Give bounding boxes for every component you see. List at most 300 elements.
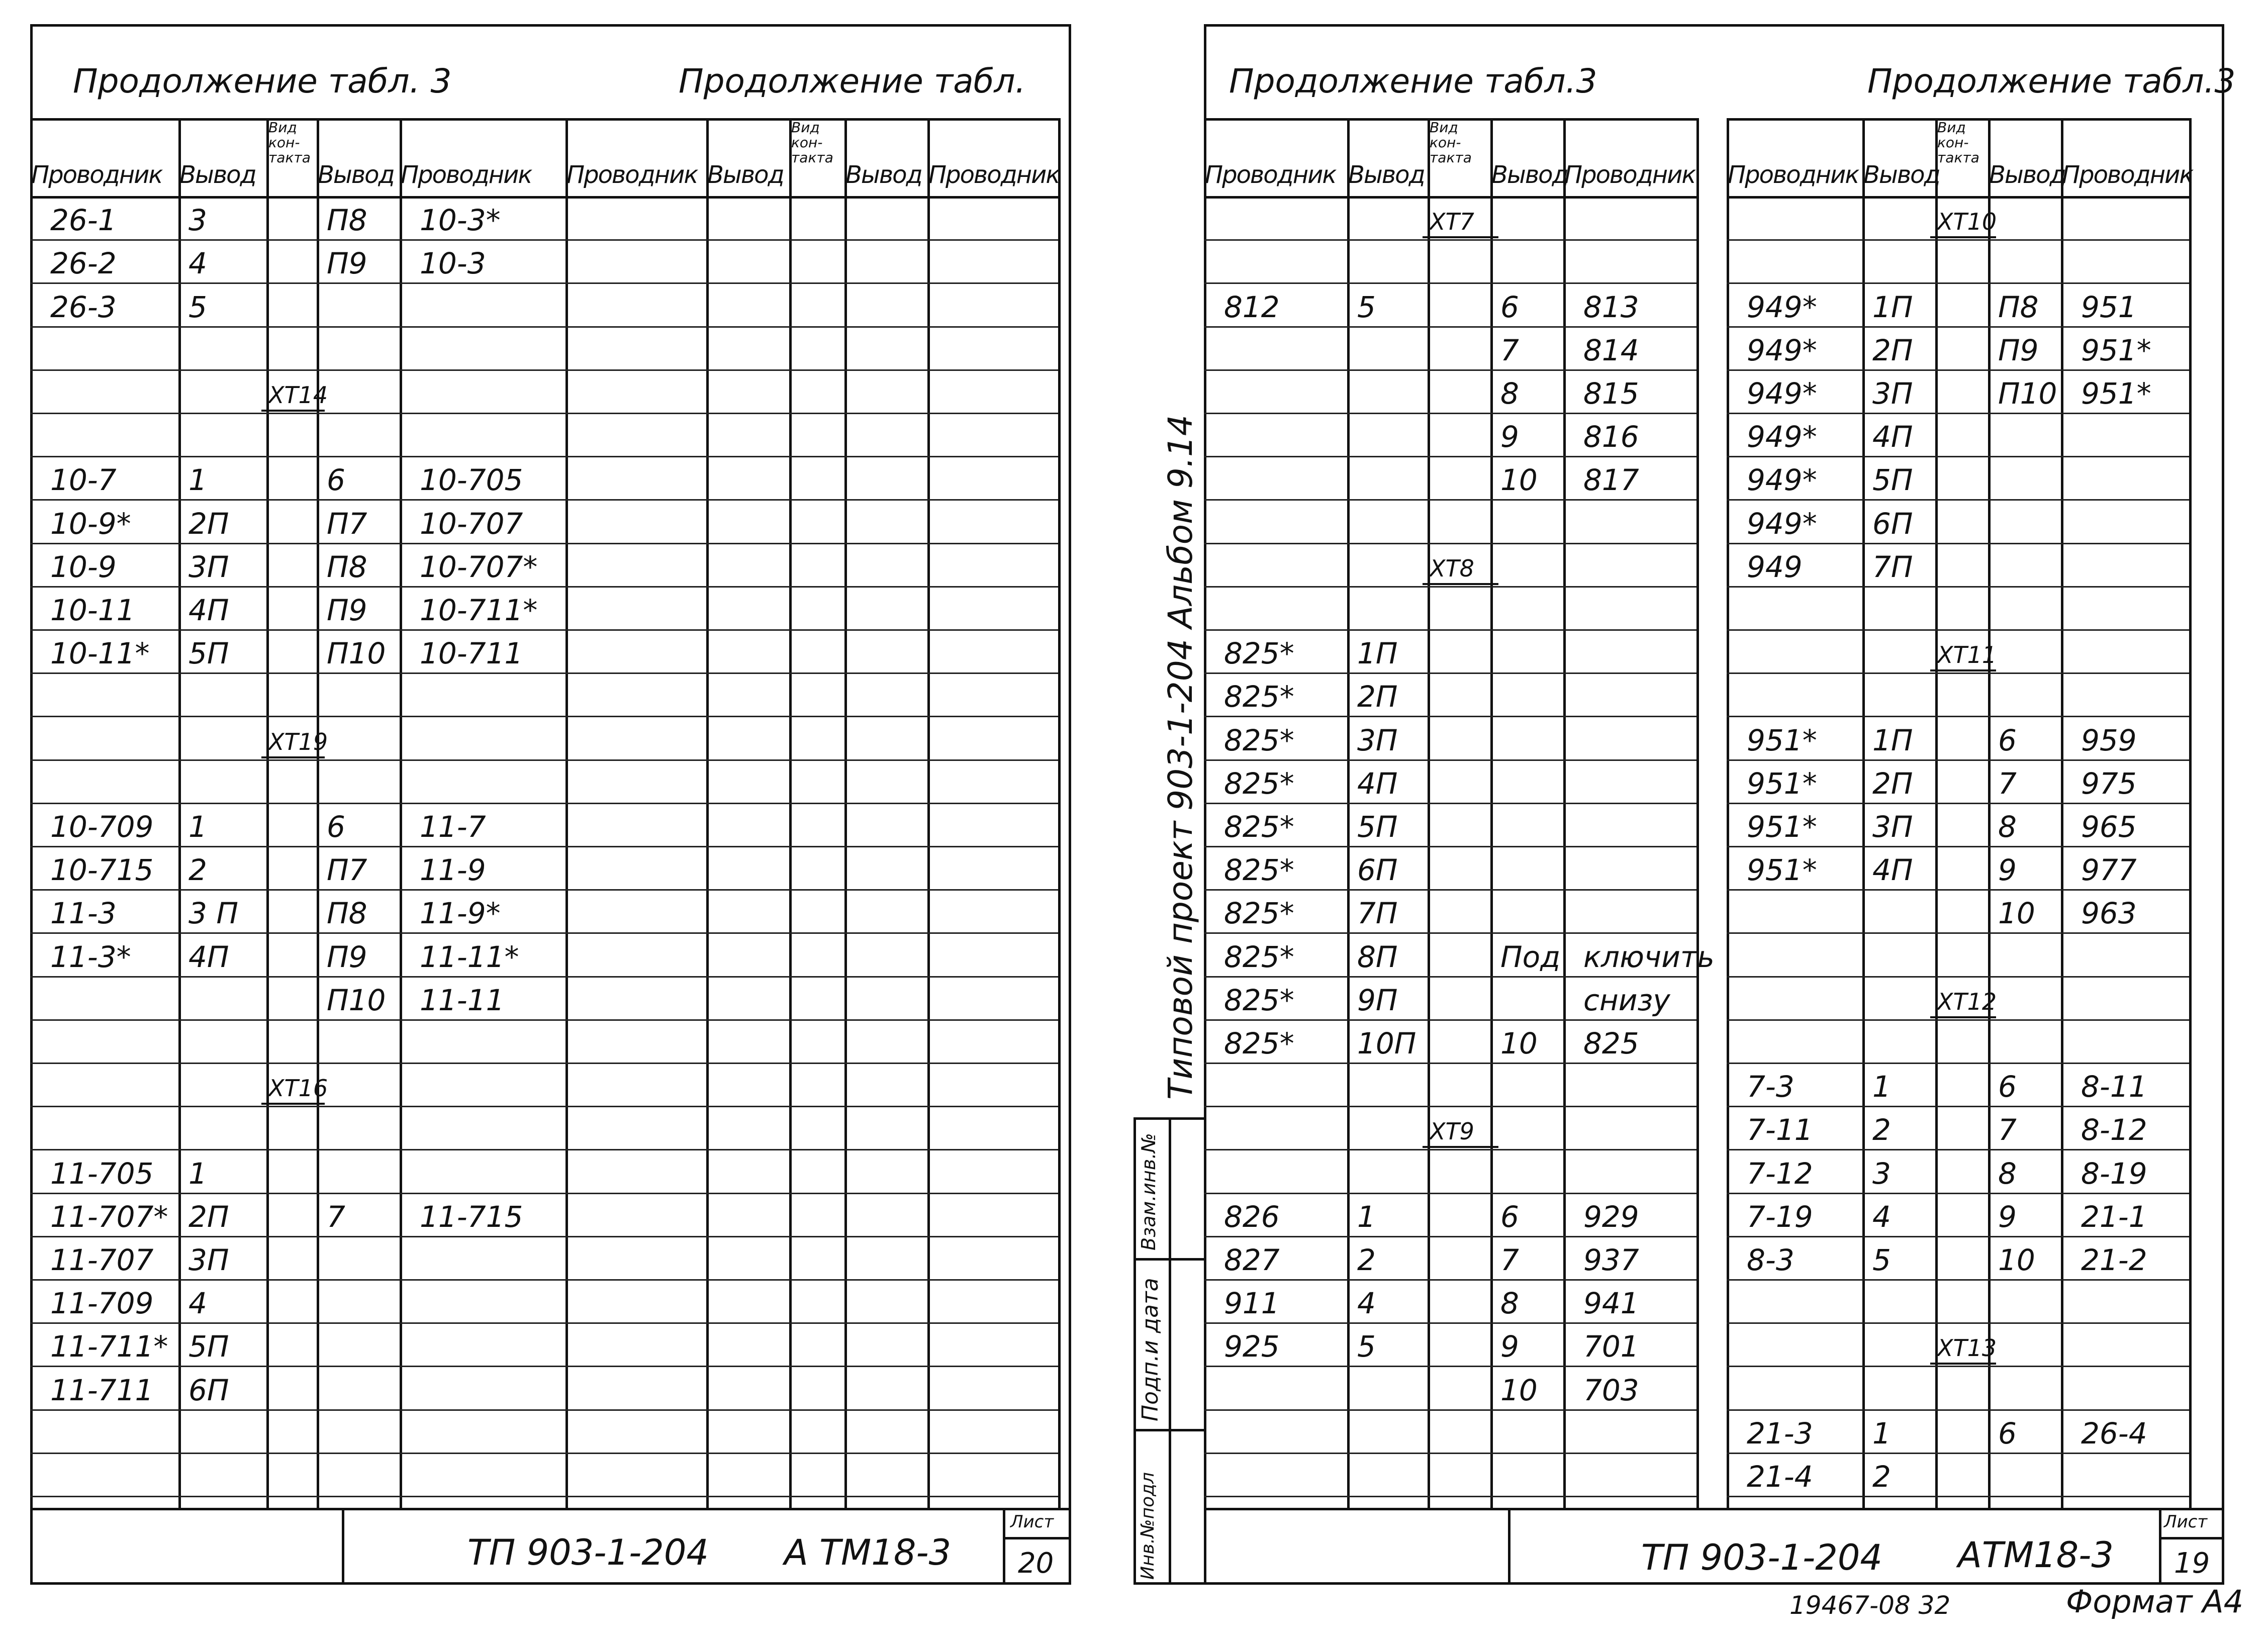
table-row-line [565,1019,1058,1021]
table-row-line [1727,716,2189,717]
table-row-line [1204,586,1696,588]
table-row-cell: 10-711 [420,636,523,671]
header-conductor: Проводник [1728,161,1859,189]
table-row-cell: 9 [1998,853,2017,888]
table-row-line [30,1453,565,1454]
terminal-block-label: ХТ11 [1937,641,1997,669]
table-row-cell: 6 [327,463,345,498]
table-row-line [30,1279,565,1281]
table-row-cell: 6 [327,810,345,844]
table-row-cell: 8 [1500,1286,1519,1321]
table-row-cell: 10-711* [420,593,538,627]
table-row-line [1204,499,1696,501]
table-row-line [30,413,565,414]
table-row-cell: П10 [1998,376,2057,411]
header-terminal: Вывод [1491,161,1568,189]
table-row-line [30,239,565,241]
header-terminal: Вывод [845,161,922,189]
table-row-cell: 815 [1583,376,1639,411]
table-row-cell: 3П [1872,810,1913,844]
table-row-line [30,1149,565,1150]
table-row-line [1204,1279,1696,1281]
table-row-line [1727,1453,2189,1454]
table-row-cell: 6 [1998,1070,2017,1104]
table-row-cell: 11-715 [420,1199,523,1234]
table-row-line [1204,1193,1696,1194]
stamp-divider [1003,1508,1005,1583]
table-row-line [565,1106,1058,1107]
stamp-sheet-line [1003,1537,1071,1539]
table-column-line [2189,118,2192,1508]
table-row-cell: 825* [1224,810,1294,844]
table-row-line [1204,1236,1696,1237]
table-row-line [30,1193,565,1194]
table-row-cell: 4 [188,1286,207,1321]
table-row-cell: 925 [1224,1329,1280,1364]
table-row-cell: 10 [1500,1026,1538,1061]
side-label-signature-date: Подп.и дата [1138,1278,1163,1421]
table-row-line [1727,369,2189,371]
table-row-cell: 5П [188,636,229,671]
table-row-cell: 826 [1224,1199,1280,1234]
table-row-cell: 937 [1583,1243,1639,1277]
table-row-line [565,1453,1058,1454]
table-row-line [565,716,1058,717]
table-row-line [1727,759,2189,761]
table-row-line [1727,1496,2189,1497]
table-row-cell: 7 [327,1199,345,1234]
terminal-block-underline [1423,583,1498,585]
table-row-cell: 3П [1357,723,1398,757]
table-row-line [30,499,565,501]
table-row-line [1204,672,1696,674]
table-row-cell: 1 [1872,1070,1891,1104]
table-row-cell: 949* [1747,290,1817,324]
table-row-cell: 10-7 [50,463,117,498]
table-row-cell: 7-3 [1747,1070,1794,1104]
stamp-top-line [1204,1508,2224,1510]
table-row-cell: 701 [1583,1329,1639,1364]
table-row-line [30,932,565,934]
table-row-cell: 6 [1500,290,1519,324]
table-row-line [1727,889,2189,891]
table-row-cell: 10 [1998,896,2035,931]
table-row-cell: 5П [1357,810,1398,844]
side-strip-inner-line [1169,1117,1171,1585]
terminal-block-underline [261,410,325,412]
table-row-line [1204,1063,1696,1064]
table-row-line [1727,803,2189,804]
terminal-block-underline [261,756,325,758]
table-row-line [1727,1322,2189,1324]
header-conductor: Проводник [1205,161,1336,189]
header-conductor: Проводник [2062,161,2193,189]
table-row-cell: 6П [188,1373,229,1407]
table-row-line [565,1322,1058,1324]
table-row-cell: 8 [1500,376,1519,411]
table-row-cell: 3 П [188,896,238,931]
side-strip-line [1133,1117,1204,1120]
table-row-cell: 2П [1357,680,1398,714]
table-row-line [565,413,1058,414]
table-row-cell: 11-705 [50,1156,154,1191]
table-row-line [1727,1193,2189,1194]
table-row-cell: 825 [1583,1026,1639,1061]
terminal-block-underline [1930,669,1996,671]
table-row-cell: 2 [1872,1113,1891,1147]
table-row-cell: 1П [1357,636,1398,671]
terminal-block-label: ХТ7 [1430,208,1474,236]
table-row-cell: 951* [1747,723,1817,757]
table-row-line [1204,976,1696,978]
table-row-line [30,326,565,328]
table-row-cell: 11-9 [420,853,486,888]
table-row-line [1204,716,1696,717]
table-row-line [565,369,1058,371]
header-conductor: Проводник [401,161,532,189]
terminal-block-underline [1930,1016,1996,1018]
table-row-line [1727,1063,2189,1064]
table-row-cell: 1 [188,463,207,498]
table-row-cell: 4П [188,593,229,627]
table-row-cell: 4П [188,939,229,974]
table-row-line [565,282,1058,284]
table-row-cell: 5 [188,290,207,324]
table-row-line [1204,456,1696,457]
header-conductor: Проводник [31,161,162,189]
table-row-cell: 817 [1583,463,1639,498]
table-row-cell: 825* [1224,983,1294,1017]
terminal-block-underline [1423,236,1498,238]
table-row-cell: 3П [188,549,229,584]
table-row-cell: 10-3 [420,246,486,281]
table-row-cell: 825* [1224,636,1294,671]
stamp-doc: А ТМ18-3 [784,1532,952,1573]
table-row-cell: 7 [1998,1113,2017,1147]
table-row-cell: 8П [1357,939,1398,974]
table-row-cell: 6П [1357,853,1398,888]
table-row-cell: 8-12 [2081,1113,2147,1147]
table-row-cell: 10-9* [50,506,131,541]
header-contact-type: Вид кон- такта [1430,119,1472,166]
table-row-line [1204,1453,1696,1454]
terminal-block-label: ХТ8 [1430,554,1474,582]
table-header-border [565,196,1058,199]
table-row-cell: 8 [1998,810,2017,844]
table-row-cell: 8-11 [2081,1070,2147,1104]
table-row-cell: 825* [1224,853,1294,888]
table-row-line [565,1366,1058,1367]
table-row-cell: 3П [188,1243,229,1277]
header-conductor: Проводник [566,161,698,189]
table-header-border [30,196,565,199]
stamp-divider [2159,1508,2161,1583]
sheet-number: 19 [2174,1547,2210,1580]
table-row-line [565,1236,1058,1237]
table-row-cell: 11-3* [50,939,131,974]
table-row-cell: 4 [1357,1286,1376,1321]
table-row-line [1204,1149,1696,1150]
table-row-cell: Под [1500,939,1561,974]
table-row-line [565,326,1058,328]
table-row-line [30,1063,565,1064]
table-row-cell: П10 [327,636,386,671]
table-row-cell: П8 [327,549,367,584]
stamp-code: ТП 903-1-204 [467,1532,709,1573]
table-row-cell: 21-2 [2081,1243,2147,1277]
header-contact-type: Вид кон- такта [1937,119,1979,166]
table-row-cell: 949* [1747,420,1817,454]
table-column-line [1058,118,1061,1508]
table-row-cell: 951* [2081,376,2151,411]
table-row-line [565,1409,1058,1411]
table-row-cell: 7П [1357,896,1398,931]
table-row-cell: П8 [327,203,367,238]
table-row-line [565,1496,1058,1497]
terminal-block-label: ХТ19 [268,728,328,755]
side-strip-outer-line [1133,1117,1136,1585]
table-row-cell: 5П [188,1329,229,1364]
stamp-divider [1508,1508,1510,1583]
table-row-cell: 825* [1224,896,1294,931]
table-row-cell: 951* [1747,810,1817,844]
table-row-cell: П10 [327,983,386,1017]
header-terminal: Вывод [318,161,394,189]
table-row-cell: ключить [1583,939,1715,974]
table-column-line [1696,118,1699,1508]
table-row-cell: 949 [1747,549,1803,584]
table-row-cell: 4П [1357,766,1398,801]
table-row-line [565,846,1058,847]
table-row-line [1204,369,1696,371]
sheet-number: 20 [1018,1547,1054,1580]
table-row-line [1204,1322,1696,1324]
table-row-cell: 812 [1224,290,1280,324]
table-row-cell: 6 [1998,723,2017,757]
table-row-line [30,1409,565,1411]
table-row-cell: 10-9 [50,549,117,584]
table-row-line [30,282,565,284]
table-row-cell: 8-3 [1747,1243,1794,1277]
table-row-line [30,846,565,847]
table-row-cell: 825* [1224,766,1294,801]
table-row-cell: 3 [1872,1156,1891,1191]
table-row-cell: 9П [1357,983,1398,1017]
header-terminal: Вывод [1348,161,1425,189]
table-row-cell: 10 [1500,1373,1538,1407]
table-row-cell: 963 [2081,896,2137,931]
stamp-bottom-line [1133,1582,2224,1585]
table-header-border [1727,196,2189,199]
table-row-line [30,976,565,978]
table-row-cell: 2 [1872,1460,1891,1494]
table-row-cell: 10 [1500,463,1538,498]
header-terminal: Вывод [1863,161,1940,189]
footer-number: 19467-08 32 [1789,1591,1951,1620]
table-row-cell: П8 [327,896,367,931]
table-row-cell: 11-7 [420,810,486,844]
table-row-line [1727,282,2189,284]
table-row-line [1727,239,2189,241]
terminal-block-label: ХТ16 [268,1075,328,1102]
table-row-cell: 11-707 [50,1243,154,1277]
table-row-line [1727,932,2189,934]
table-row-cell: П7 [327,853,367,888]
table-row-line [565,672,1058,674]
table-row-line [30,759,565,761]
table-row-cell: 2П [188,1199,229,1234]
table-row-cell: 10 [1998,1243,2035,1277]
table-row-line [30,543,565,544]
table-row-line [30,672,565,674]
table-row-cell: 951* [2081,333,2151,367]
table-row-cell: 825* [1224,939,1294,974]
table-row-cell: П8 [1998,290,2039,324]
table-row-cell: снизу [1583,983,1670,1017]
table-row-cell: 825* [1224,680,1294,714]
table-row-cell: 9 [1998,1199,2017,1234]
terminal-block-underline [1930,1363,1996,1365]
table-row-line [1204,1106,1696,1107]
table-row-cell: 10-11 [50,593,135,627]
table-row-line [1727,543,2189,544]
table-row-line [565,932,1058,934]
side-album-label: Типовой проект 903-1-204 Альбом 9.14 [1161,415,1200,1100]
sheet-label: Лист [1010,1512,1054,1532]
table-row-cell: 7-19 [1747,1199,1813,1234]
table-row-line [30,456,565,457]
table-row-line [30,1366,565,1367]
table-row-cell: 3 [188,203,207,238]
stamp-divider [342,1508,344,1583]
table-row-cell: 816 [1583,420,1639,454]
table-row-cell: 951* [1747,853,1817,888]
table-row-cell: 10-707 [420,506,523,541]
terminal-block-label: ХТ14 [268,381,328,409]
table-row-cell: 951 [2081,290,2137,324]
table-row-cell: 5 [1872,1243,1891,1277]
side-strip-line [1133,1429,1204,1431]
right-title-left: Продолжение табл.3 [1229,62,1597,101]
table-row-line [1727,672,2189,674]
table-row-cell: 929 [1583,1199,1639,1234]
table-row-cell: 4 [1872,1199,1891,1234]
table-row-cell: 827 [1224,1243,1280,1277]
table-row-line [1727,1106,2189,1107]
table-row-line [1204,326,1696,328]
table-row-line [565,1279,1058,1281]
table-row-cell: 9 [1500,1329,1519,1364]
table-row-line [1727,846,2189,847]
table-row-line [1727,1366,2189,1367]
table-row-cell: 11-11* [420,939,519,974]
table-row-cell: 703 [1583,1373,1639,1407]
table-row-cell: 1П [1872,723,1913,757]
table-row-cell: 7 [1500,1243,1519,1277]
table-row-cell: 5 [1357,1329,1376,1364]
table-row-line [30,716,565,717]
side-strip-line [1133,1258,1204,1261]
table-row-line [565,629,1058,631]
table-row-line [30,1106,565,1107]
table-row-line [30,803,565,804]
table-row-cell: 6 [1500,1199,1519,1234]
table-row-line [1727,1149,2189,1150]
table-row-cell: 2П [1872,766,1913,801]
table-row-cell: 10-709 [50,810,154,844]
table-row-cell: 7 [1998,766,2017,801]
table-row-cell: 2П [1872,333,1913,367]
stamp-code: ТП 903-1-204 [1641,1537,1882,1578]
table-row-cell: 11-11 [420,983,505,1017]
table-row-cell: 814 [1583,333,1639,367]
table-row-line [1727,976,2189,978]
right-sheet [1133,24,2236,1585]
table-row-cell: 1 [1357,1199,1376,1234]
table-row-line [30,1496,565,1497]
table-row-line [30,1236,565,1237]
side-label-replacement: Взам.инв.№ [1138,1133,1160,1250]
header-conductor: Проводник [928,161,1060,189]
table-row-cell: 7 [1500,333,1519,367]
table-row-line [1204,282,1696,284]
stamp-bottom-line [30,1582,1071,1585]
table-row-cell: 949* [1747,463,1817,498]
table-row-cell: 5П [1872,463,1913,498]
table-row-cell: 10П [1357,1026,1416,1061]
table-row-cell: 2П [188,506,229,541]
table-row-line [1727,413,2189,414]
table-row-cell: 1 [1872,1416,1891,1451]
table-row-cell: 10-11* [50,636,150,671]
table-row-line [565,889,1058,891]
table-row-line [1204,889,1696,891]
table-row-line [1204,629,1696,631]
table-row-cell: 11-9* [420,896,501,931]
table-row-cell: 949* [1747,376,1817,411]
table-row-cell: 26-4 [2081,1416,2147,1451]
table-row-cell: 3П [1872,376,1913,411]
table-row-line [30,369,565,371]
table-row-line [1204,846,1696,847]
table-row-cell: 10-715 [50,853,154,888]
table-row-line [1727,326,2189,328]
terminal-block-label: ХТ12 [1937,988,1997,1015]
table-row-line [1204,803,1696,804]
table-row-cell: 10-705 [420,463,523,498]
table-row-cell: 7-12 [1747,1156,1813,1191]
table-row-line [565,759,1058,761]
table-row-cell: 1 [188,1156,207,1191]
table-row-cell: 825* [1224,1026,1294,1061]
left-title-left: Продолжение табл. 3 [73,62,452,101]
table-row-cell: 2 [1357,1243,1376,1277]
header-contact-type: Вид кон- такта [268,119,311,166]
table-row-line [1727,629,2189,631]
table-row-cell: 11-711* [50,1329,168,1364]
table-row-line [1204,543,1696,544]
table-row-line [1727,1019,2189,1021]
table-row-cell: 7-11 [1747,1113,1813,1147]
table-row-line [565,499,1058,501]
table-row-cell: 941 [1583,1286,1639,1321]
table-row-cell: 8-19 [2081,1156,2147,1191]
table-row-cell: 11-711 [50,1373,154,1407]
table-row-cell: 21-4 [1747,1460,1813,1494]
header-conductor: Проводник [1564,161,1695,189]
table-row-cell: 21-3 [1747,1416,1813,1451]
table-row-line [30,629,565,631]
